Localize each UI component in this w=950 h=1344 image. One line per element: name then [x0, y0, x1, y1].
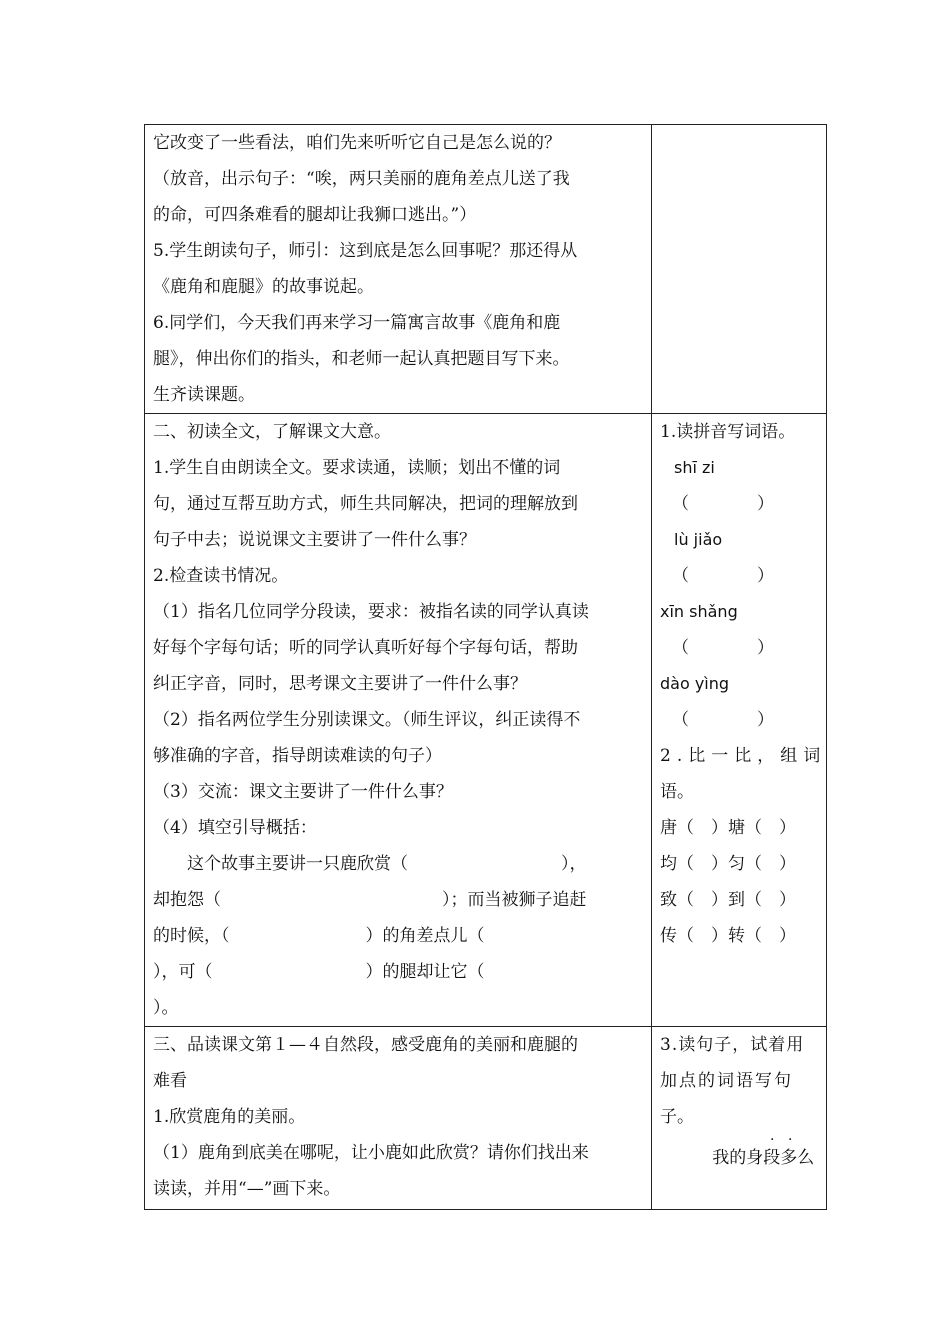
text-line: 它改变了一些看法，咱们先来听听它自己是怎么说的？	[153, 133, 561, 153]
emphasis-dots: · ·	[770, 1132, 793, 1148]
text-line: 的命，可四条难看的腿却让我狮口逃出。”）	[153, 205, 477, 225]
text-line: 子。	[660, 1107, 694, 1127]
word-pair-line: 均（ ）匀（ ）	[660, 854, 796, 874]
text-line: 《鹿角和鹿腿》的故事说起。	[153, 277, 374, 297]
text-line: （放音，出示句子：“唉，两只美丽的鹿角差点儿送了我	[153, 169, 570, 189]
text-line: 语。	[660, 782, 694, 802]
section-heading: 三、品读课文第１—４自然段，感受鹿角的美丽和鹿腿的	[153, 1035, 578, 1055]
exercise-cell	[652, 125, 827, 414]
answer-blank: （ ）	[672, 638, 774, 658]
text-line: 句子中去；说说课文主要讲了一件什么事？	[153, 530, 476, 550]
exercise-heading: 1.读拼音写词语。	[660, 422, 796, 442]
answer-blank: （ ）	[672, 566, 774, 586]
table-row	[145, 414, 827, 1027]
text-line: 6.同学们，今天我们再来学习一篇寓言故事《鹿角和鹿	[153, 313, 561, 333]
text-line: （1）指名几位同学分段读，要求：被指名读的同学认真读	[153, 602, 589, 622]
exercise-cell	[652, 1027, 827, 1210]
lesson-plan-table	[144, 124, 827, 1210]
text-line: 纠正字音，同时，思考课文主要讲了一件什么事？	[153, 674, 527, 694]
text-line: 好每个字每句话；听的同学认真听好每个字每句话，帮助	[153, 638, 578, 658]
text-line: 够准确的字音，指导朗读难读的句子）	[153, 746, 442, 766]
fill-blank-line: 却抱怨（ ）；而当被狮子追赶	[153, 890, 587, 910]
answer-blank: （ ）	[672, 710, 774, 730]
fill-blank-line: 这个故事主要讲一只鹿欣赏（ ），	[187, 854, 587, 874]
fill-blank-line: ）。	[153, 998, 179, 1018]
pinyin-prompt: xīn shǎng	[660, 602, 738, 621]
word-pair-line: 传（ ）转（ ）	[660, 926, 796, 946]
exercise-heading: 3.读句子，试着用	[660, 1035, 805, 1055]
text-line: （1）鹿角到底美在哪呢，让小鹿如此欣赏？请你们找出来	[153, 1143, 589, 1163]
text-line: 腿》，伸出你们的指头，和老师一起认真把题目写下来。	[153, 349, 570, 369]
text-line: （3）交流：课文主要讲了一件什么事？	[153, 782, 453, 802]
text-line: 读读，并用“—”画下来。	[153, 1179, 341, 1199]
fill-blank-line: 的时候，（ ）的角差点儿（	[153, 926, 485, 946]
text-line: 生齐读课题。	[153, 385, 255, 405]
section-heading: 二、初读全文，了解课文大意。	[153, 422, 391, 442]
table-row	[145, 125, 827, 414]
text-line: （2）指名两位学生分别读课文。（师生评议，纠正读得不	[153, 710, 581, 730]
text-line: 1.学生自由朗读全文。要求读通，读顺；划出不懂的词	[153, 458, 561, 478]
text-line: （4）填空引导概括：	[153, 818, 317, 838]
pinyin-prompt: shī zi	[674, 458, 715, 477]
pinyin-prompt: dào yìng	[660, 674, 730, 693]
word-pair-line: 致（ ）到（ ）	[660, 890, 796, 910]
text-line: 加点的词语写句	[660, 1071, 793, 1091]
sentence-prompt: 我的身段多么	[712, 1148, 815, 1168]
exercise-cell	[652, 414, 827, 1027]
text-line: 难看	[153, 1071, 187, 1091]
teaching-process-cell	[145, 125, 652, 414]
exercise-heading: 2.比一比，组词	[660, 746, 827, 766]
answer-blank: （ ）	[672, 494, 774, 514]
word-pair-line: 唐（ ）塘（ ）	[660, 818, 796, 838]
teaching-process-cell	[145, 1027, 652, 1210]
pinyin-prompt: lù jiǎo	[674, 530, 723, 549]
text-line: 句，通过互帮互助方式，师生共同解决，把词的理解放到	[153, 494, 578, 514]
text-line: 5.学生朗读句子，师引：这到底是怎么回事呢？那还得从	[153, 241, 578, 261]
teaching-process-cell	[145, 414, 652, 1027]
text-line: 1.欣赏鹿角的美丽。	[153, 1107, 306, 1127]
fill-blank-line: ），可（ ）的腿却让它（	[153, 962, 485, 982]
table-row	[145, 1027, 827, 1210]
text-line: 2.检查读书情况。	[153, 566, 289, 586]
